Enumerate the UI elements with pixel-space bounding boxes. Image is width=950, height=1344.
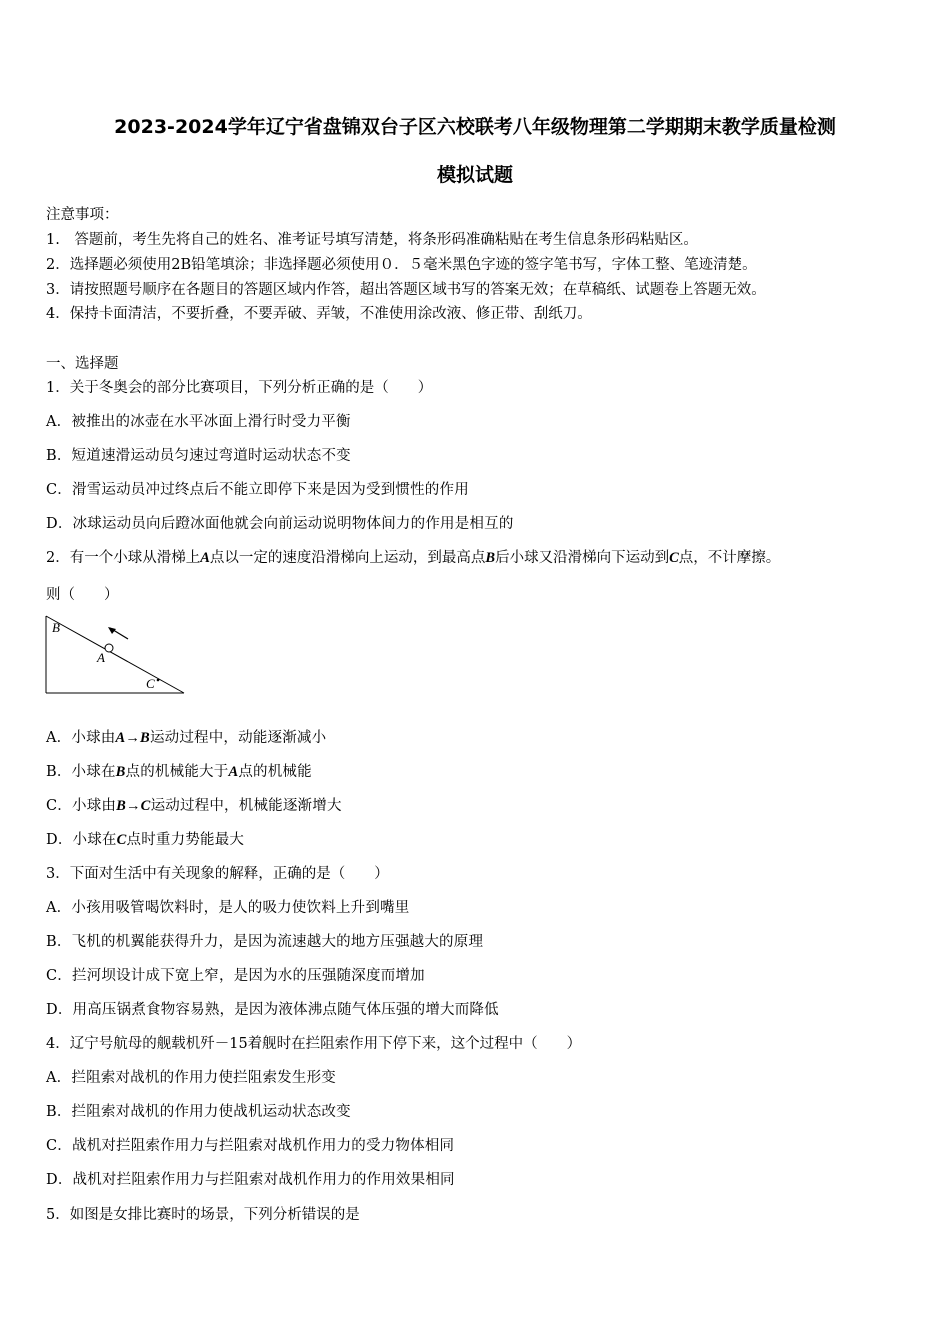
- question-4-option-c: C．战机对拦阻索作用力与拦阻索对战机作用力的受力物体相同: [46, 1138, 455, 1154]
- notice-item: 2．选择题必须使用2B铅笔填涂；非选择题必须使用０．５毫米黑色字迹的签字笔书写，字体工整、笔迹清楚。: [46, 257, 757, 273]
- notice-heading: 注意事项：: [46, 207, 119, 223]
- question-5-stem: 5．如图是女排比赛时的场景，下列分析错误的是: [46, 1207, 360, 1223]
- ball-icon: [105, 644, 113, 652]
- question-2-option-a: A．小球由A→B运动过程中，动能逐渐减小: [46, 730, 327, 746]
- question-4-option-b: B．拦阻索对战机的作用力使战机运动状态改变: [46, 1104, 351, 1120]
- question-2-option-d: D．小球在C点时重力势能最大: [46, 832, 245, 848]
- question-3-option-c: C．拦河坝设计成下宽上窄，是因为水的压强随深度而增加: [46, 968, 425, 984]
- question-2-option-b: B．小球在B点的机械能大于A点的机械能: [46, 764, 312, 780]
- question-1-option-b: B．短道速滑运动员匀速过弯道时运动状态不变: [46, 448, 351, 464]
- question-4-option-a: A．拦阻索对战机的作用力使拦阻索发生形变: [46, 1070, 336, 1086]
- question-1-option-a: A．被推出的冰壶在水平冰面上滑行时受力平衡: [46, 414, 351, 430]
- slide-incline: [46, 616, 184, 693]
- notice-item: 1. 答题前，考生先将自己的姓名、准考证号填写清楚，将条形码准确粘贴在考生信息条形码粘贴区。: [46, 232, 698, 248]
- question-3-stem: 3．下面对生活中有关现象的解释，正确的是（ ）: [46, 866, 389, 882]
- question-1-option-c: C．滑雪运动员冲过终点后不能立即停下来是因为受到惯性的作用: [46, 482, 469, 498]
- question-2-stem-line2: 则（ ）: [46, 587, 119, 603]
- question-2-stem: 2．有一个小球从滑梯上A点以一定的速度沿滑梯向上运动，到最高点B后小球又沿滑梯向下运动到C点，不计摩擦。: [46, 550, 781, 566]
- question-4-stem: 4．辽宁号航母的舰载机歼－15着舰时在拦阻索作用下停下来，这个过程中（ ）: [46, 1036, 582, 1052]
- notice-item: 3．请按照题号顺序在各题目的答题区域内作答，超出答题区域书写的答案无效；在草稿纸、试题卷上答题无效。: [46, 282, 766, 298]
- question-2-option-c: C．小球由B→C运动过程中，机械能逐渐增大: [46, 798, 342, 814]
- question-1-option-d: D．冰球运动员向后蹬冰面他就会向前运动说明物体间力的作用是相互的: [46, 516, 514, 532]
- question-3-option-b: B．飞机的机翼能获得升力，是因为流速越大的地方压强越大的原理: [46, 934, 484, 950]
- label-c: C: [146, 676, 155, 691]
- slide-diagram: [40, 612, 190, 697]
- question-1-stem: 1．关于冬奥会的部分比赛项目，下列分析正确的是（ ）: [46, 380, 433, 396]
- section-heading: 一、选择题: [46, 356, 119, 372]
- label-a: A: [97, 650, 105, 665]
- question-4-option-d: D．战机对拦阻索作用力与拦阻索对战机作用力的作用效果相同: [46, 1172, 455, 1188]
- notice-item: 4．保持卡面清洁，不要折叠，不要弄破、弄皱，不准使用涂改液、修正带、刮纸刀。: [46, 306, 592, 322]
- question-3-option-d: D．用高压锅煮食物容易熟，是因为液体沸点随气体压强的增大而降低: [46, 1002, 499, 1018]
- exam-title-line2: 模拟试题: [436, 164, 513, 186]
- point-c-marker: [157, 679, 160, 682]
- question-3-option-a: A．小孩用吸管喝饮料时，是人的吸力使饮料上升到嘴里: [46, 900, 410, 916]
- exam-title-line1: 2023-2024学年辽宁省盘锦双台子区六校联考八年级物理第二学期期末教学质量检测: [114, 116, 836, 138]
- label-b: B: [52, 620, 60, 635]
